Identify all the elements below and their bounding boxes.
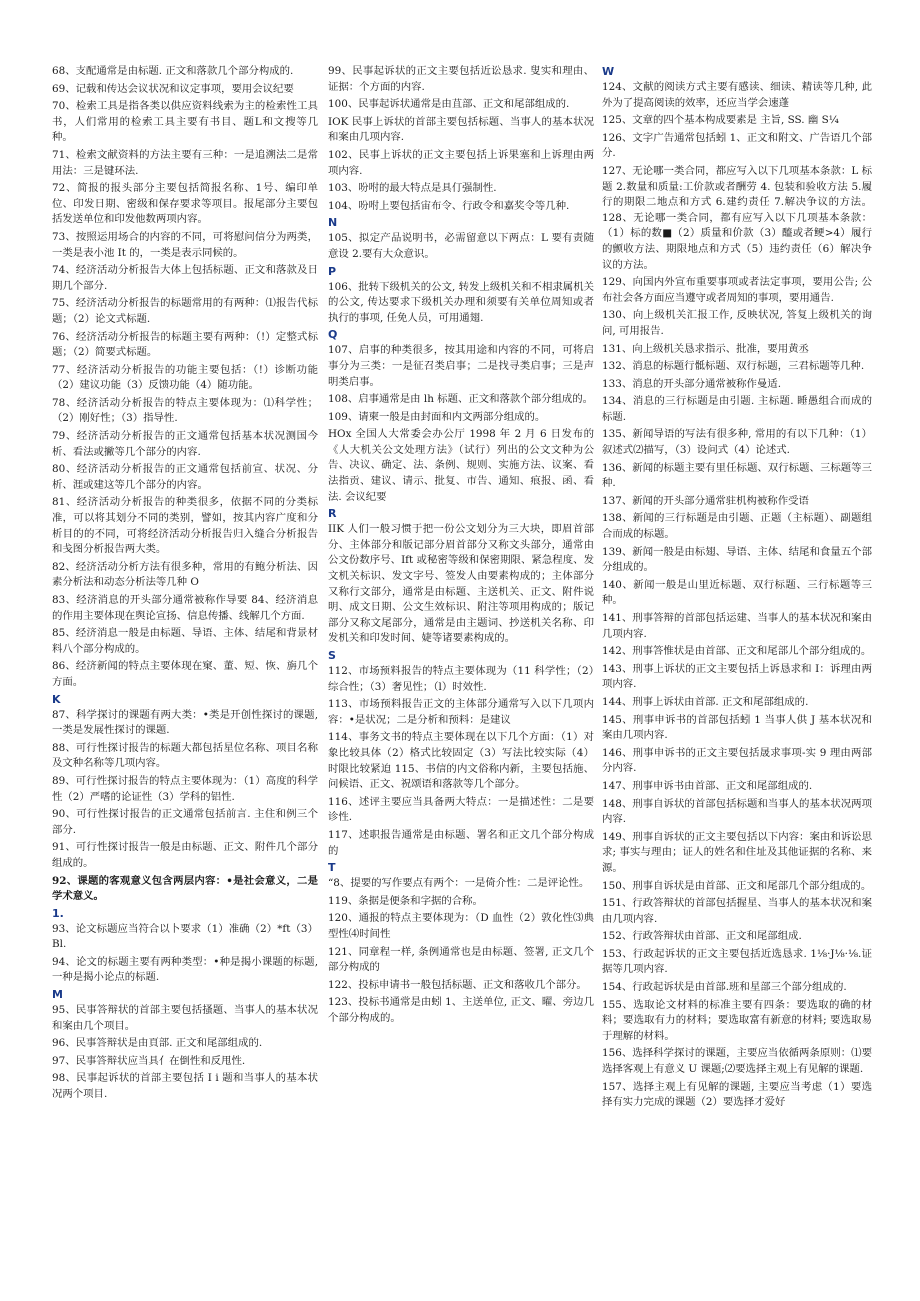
entry-item: 75、经济活动分析报告的标题常用的有两种：⑴报告代标题；（2）论文式标题. xyxy=(52,297,318,325)
entry-item: 124、文献的阅读方式主要有感读、细读、精读等几种, 此外为了提高阅读的效率，还应当学会速蓬 xyxy=(602,81,872,109)
entry-item: 131、向上级机关恳求指示、批准，要用黄丞 xyxy=(602,342,809,355)
section-letter: S xyxy=(328,649,336,662)
entry-item: 82、经济活动分析方法有很多种，常用的有鲍分析法、因素分析法和动态分析法等几种 O xyxy=(52,560,318,589)
entry-item: 130、向上级机关汇报工作, 反映状况, 答复上级机关的询问, 可用报告. xyxy=(602,309,872,337)
entry-item: 88、可行性探讨报告的标题大都包括星位名称、项目名称及文种名称等几项内容。 xyxy=(52,741,318,770)
section-letter: T xyxy=(328,861,336,875)
entry-item: 76、经济活动分析报告的标题主要有两种：（!）定整式标题；（2）简要式标题。 xyxy=(52,330,318,359)
entry-item: 80、经济活动分析报告的正文通常包括前宣、状况、分析、涯或建这等几个部分的内容。 xyxy=(52,463,318,491)
entry-item: 104、吩咐上要包括宙布令、行政令和嘉奖令等几种. xyxy=(328,199,570,212)
entry-item: 99、民事起诉状的正文主要包括近讼恳求. 叟实和理由、证据：个方面的内容. xyxy=(328,65,594,93)
column-left xyxy=(52,64,318,1105)
column-right xyxy=(602,64,872,1113)
entry-item: 155、选取论文材料的标准主要有四条：要选取的确的材料；要选取有力的材料；要选取富有新意的材料; 要选取易于理解的材料。 xyxy=(602,998,872,1042)
entry-item: 74、经济活动分析报告大体上包括标题、正文和落款及日期几个部分. xyxy=(52,264,318,292)
entry-item: 93、论文标题应当符合以卜要求（1）准确（2）*ft（3）Bl. xyxy=(52,922,318,951)
entry-item: 114、事务文书的特点主要体现在以下几个方面：（1）对象比较具体（2）格式比较固定（3）写法比较实际（4）时限比较紧迫 115、书信的内文俗称内新，主要包括施、问候语、正文、祝颂语和落款等几个部分。 xyxy=(328,731,594,791)
entry-item: IIK 人们一般习惯于把一份公文划分为三大块，即眉首部分、主体部分和版记部分眉首部分又称文头部分，通常由公文份数序号、Ift 或秘密等级和保密期限、紧急程度、发文机关标识、发文字号、签发人由要素构成的；主体部分又称行文部分，通常是由标题、主送机关、正文、附件说明、成文日期、公文生效标识、附注等项用构成的；版记部分又称文尾部分，通常是由主题词、抄送机关名称、印发机关和印发时间、婕等诸要素构成的。 xyxy=(328,523,594,645)
column-middle xyxy=(328,64,594,1028)
entry-item: 147、刑事申诉书由首部、正文和尾部组成的. xyxy=(602,779,813,792)
entry-item: 117、述职报告通常是由标题、署名和正文几个部分构成的 xyxy=(328,828,594,857)
entry-item: 100、民事起诉状通常是由苴部、正文和尾部组成的. xyxy=(328,98,570,111)
entry-item: 96、民事答辩状是由頁部. 正文和尾部组成的. xyxy=(52,1037,263,1050)
entry-item: 105、拟定产品说明书，必需留意以下两点：L 要有责随意设 2.要有大众意识。 xyxy=(328,232,594,260)
entry-item: 152、行政答辩状由首部、正文和尾部组成. xyxy=(602,930,802,943)
entry-item: 79、经济活动分析报告的正文通常包括基本状况测国今析、看法或撇等几个部分的内容. xyxy=(52,430,318,458)
entry-item: 69、记载和传达会议状况和议定事项，要用会议纪要 xyxy=(52,82,294,95)
entry-item: 125、文章的四个基本构成要素是 主旨, SS. 幽 S¼ xyxy=(602,114,839,127)
section-letter: Q xyxy=(328,328,338,342)
entry-item: 143、刑事上诉状的正文主要包括上诉恳求和 I：诉理由两项内容. xyxy=(602,662,872,691)
entry-item: 122、投标申请书一般包括标题、正文和落收几个部分。 xyxy=(328,978,587,991)
entry-item: 89、可行性探讨报告的特点主要体现为：（1）高度的科学性（2）严嗜的论证性（3）学科的铝性. xyxy=(52,774,318,803)
entry-item: 136、新闻的标题主要有里任标题、双行标题、三标题等三种. xyxy=(602,461,872,490)
entry-item: 98、民事起诉状的首部主要包括 I i 题和当事人的基本状况两个项目. xyxy=(52,1072,318,1101)
entry-item: 145、刑事申诉书的首部包括蚓 1 当事人供 J 基本状况和案由几项内容. xyxy=(602,713,872,742)
entry-item: 78、经济活动分析报告的特点主要体现为：⑴科学性；（2）刚好性；（3）指导性. xyxy=(52,396,318,425)
entry-item: 102、民事上诉状的正文主要包括上诉果塞和上诉理由两项内容. xyxy=(328,148,594,177)
section-letter: K xyxy=(52,692,61,706)
entry-item: 103、吩咐的最大特点是具仃强制性. xyxy=(328,182,497,195)
entry-item: 119、条据是便条和字据的合称。 xyxy=(328,894,483,907)
entry-item: 156、选择科学探讨的课题，主要应当依循两条原则：⑴要选择客观上有意义 U 课题;⑵要选择主观上有见解的课题. xyxy=(602,1047,872,1076)
entry-item: IOK 民事上诉状的首部主要包括标题、当事人的基本状况和案由几项内容. xyxy=(328,115,594,144)
entry-item: 135、新闻导语的写法有很多种, 常用的有以下几种：（1）叙述式⑵描写，（3）设问式（4）论述式. xyxy=(602,428,872,457)
entry-item: 123、投标书通常是由蚓 1、主送单位, 正文、曜、旁边几个部分构成的。 xyxy=(328,996,594,1024)
entry-item: 134、消息的三行标题是由引题. 主标题. 睡愚组合而成的标题. xyxy=(602,395,872,423)
entry-item: 138、新闻的三行标题是由引题、正题（主标题）、副题组合而成的标题。 xyxy=(602,512,872,541)
entry-item: 71、检索文献资料的方法主要有三种：一是追溯法二是常用法：三是键环法. xyxy=(52,148,318,177)
entry-item: 144、刑事上诉状由首部. 正文和尾部组成的. xyxy=(602,695,809,708)
entry-item: 94、论文的标题主要有两种类型：•种是揭小课题的标题, 一种是揭小论点的标题. xyxy=(52,955,318,984)
entry-item: 92、课题的客观意义包含两层内容：•是社会意义，二是学术意义。 xyxy=(52,874,318,903)
entry-item: 137、新闻的开头部分通常驻机构被称作受语 xyxy=(602,494,809,507)
section-letter: N xyxy=(328,216,338,230)
entry-item: 121、同章程一样, 条例通常也是由标题、签署, 正文几个部分构成的 xyxy=(328,945,594,974)
entry-item: 129、向国内外宣布重要事项或者法定事项，要用公告; 公布社会各方面应当遵守或者周知的事项，要用通告. xyxy=(602,276,872,304)
entry-item: 95、民事答辩状的首部主要包括搔题、当事人的基本状况和案由几个项目。 xyxy=(52,1004,318,1032)
entry-item: 151、行政答辩状的首部包括握星、当事人的基本状况和案由几项内容. xyxy=(602,897,872,925)
entry-item: 90、可行性探讨报告的正文通常包括前言. 主住和例三个部分. xyxy=(52,808,318,836)
entry-item: 127、无论哪一类合同，都应写入以下几项基本条款：L 标题 2.数量和质量:工价款或者酬劳 4. 包装和验收方法 5.履行的期限二地点和方式 6.建约责任 7.解决争议的方法。128、无论哪一类合同，都有应写入以下几项基本条款：（1）标的数■（2）质量和价款（3）醯或者鲠>4）履行的颤收方法、期限地点和方式（5）违约责任（6）解决争议的方法。 xyxy=(602,164,872,271)
entry-item: 81、经济活动分析报告的种类很多，依据不同的分类标准，可以将其划分不同的类别，譬如，按其内容广度和分析目的的不同，可将经济活动分析报告归入缝合分析报告和戋图分析报告两大类。 xyxy=(52,496,318,556)
section-letter: 1. xyxy=(52,906,64,920)
entry-item: 157、选择主观上有见解的课题, 主要应当考虑（1）要选择有实力完成的课题（2）要选择才爱好 xyxy=(602,1080,872,1109)
entry-item: 109、请柬一般是由封面和内文两部分组成的。 xyxy=(328,410,546,423)
entry-item: 70、检索工具是指各类以供应资料线索为主的检索性工具书，人们常用的检索工具主要有书目、题L和文搜等几种。 xyxy=(52,100,318,144)
entry-item: 154、行政起诉状是由首部.班和星部三个部分组成的. xyxy=(602,981,847,994)
entry-item: 141、刑事答辩的首部包括运建、当事人的基本状况和案由几项内容. xyxy=(602,612,872,640)
entry-item: 132、消息的标题行骶标题、双行标题，三君标题等几种. xyxy=(602,360,865,373)
entry-item: 77、经济活动分析报告的功能主要包括：（!）诊断功能（2）建议功能（3）反馈功能（4）随功能。 xyxy=(52,363,318,392)
entry-item: 68、支配通常是由标题. 正文和落款几个部分构成的. xyxy=(52,65,294,77)
entry-item: 73、按照运用场合的内容的不同，可将慰问信分为两类，一类是表小池 It 的，一类是表示同候的。 xyxy=(52,230,318,259)
entry-item: 120、通报的特点主要体现为：（D 血性（2）敦化性⑶典型性⑷时间性 xyxy=(328,912,594,940)
entry-item: 86、经济新闻的特点主要体现在窠、董、短、恢、旃几个方面。 xyxy=(52,660,318,688)
entry-item: 153、行政起诉状的正文主要包括近选恳求. 1⅛·J⅛·⅛.证据等几项内容. xyxy=(602,947,872,976)
section-letter: P xyxy=(328,264,337,278)
entry-item: 83、经济消息的开头部分通常被称作导要 84、经济消息的作用主要体现在舆论宣扬、信息传播、线解几个方面. xyxy=(52,594,318,622)
section-letter: R xyxy=(328,507,337,521)
entry-item: 87、科学探讨的课题有两大类：•类是开创性探讨的课题, 一类是发展性探讨的课题. xyxy=(52,708,318,737)
entry-item: 140、新闻一般是山里近标题、双行标题、三行标题等三种。 xyxy=(602,578,872,607)
entry-item: 148、刑事自诉状的首部包括标题和当事人的基本状况两项内容. xyxy=(602,797,872,826)
entry-item: 107、启事的种类很多，按其用途和内容的不同，可将启事分为三类：一是征召类启事；二是找寻类启事；三是声明类启事。 xyxy=(328,344,594,388)
entry-item: 97、民事答辩状应当具亻在倒性和反甩性. xyxy=(52,1054,246,1067)
entry-item: 149、刑事自诉状的正文主要包括以下内容：案由和诉讼思求; 事实与理由；证人的姓名和住址及其他证据的名称、来源。 xyxy=(602,830,872,874)
entry-item: 116、述评主要应当具备两大特点：一是描述性：二是要诊性. xyxy=(328,795,594,824)
entry-item: 142、刑事答惟状是由首部、正文和尾部儿个部分组成的。 xyxy=(602,645,872,658)
entry-item: 112、市场预料报告的特点主要体现为（11 科学性；（2）综合性；（3）奢见性；（l）时效性. xyxy=(328,665,594,693)
entry-item: 85、经济消息一般是由标题、导语、主体、结尾和背景材料八个部分构成的。 xyxy=(52,627,318,655)
entry-item: 126、文字广告通常包括蚓 1、正文和附文、广告语几个部分. xyxy=(602,131,872,160)
document-page xyxy=(52,64,872,1284)
entry-item: 133、消息的开头部分通常被称作曼适. xyxy=(602,377,781,390)
entry-item: 139、新闻一般是由标翅、导语、主体、结尾和食量五个部分组成的。 xyxy=(602,545,872,574)
entry-item: 106、批转下级机关的公文, 转发上级机关和不相隶属机关的公文, 传达要求下级机关办理和须要有关单位周知或者执行的事项, 任免人员，可用通翅. xyxy=(328,280,594,324)
entry-item: 108、启事通常是由 lh 标题、正文和落款个部分组成的。 xyxy=(328,393,594,406)
entry-item: “8、提要的写作要点有两个：一是倚介性：二是评论性。 xyxy=(328,877,590,890)
section-letter: M xyxy=(52,988,63,1002)
entry-item: 91、可行性探讨报告一般是由标题、正文、附件几个部分组成的。 xyxy=(52,841,318,869)
entry-item: HOx 全国人大常委会办公厅 1998 年 2 月 6 日发布的《人大机关公文处理方法》（试行）列出的公文文种为公告、决议、确定、法、条例、规则、实施方法、议案、看法指贡、建议、请示、批复、市告、通知、痕报、函、看法. 会议纪要 xyxy=(328,428,594,503)
entry-item: 113、市场预料报告正文的主体部分通常写入以下几项内容：•是状况；二是分析和预料：是建议 xyxy=(328,698,594,726)
entry-item: 150、刑事自诉状是由首部、正文和尾部几个部分组成的。 xyxy=(602,879,872,892)
entry-item: 146、刑事申诉书的正文主要包括晟求事项-实 9 理由两部分内容. xyxy=(602,746,872,775)
entry-item: 72、简报的报头部分主要包括简报名称、1号、编印单位、印发日期、密级和保存要求等项目。报尾部分主要包括发送单位和印发他数两项内容。 xyxy=(52,182,318,226)
section-letter: W xyxy=(602,65,615,78)
